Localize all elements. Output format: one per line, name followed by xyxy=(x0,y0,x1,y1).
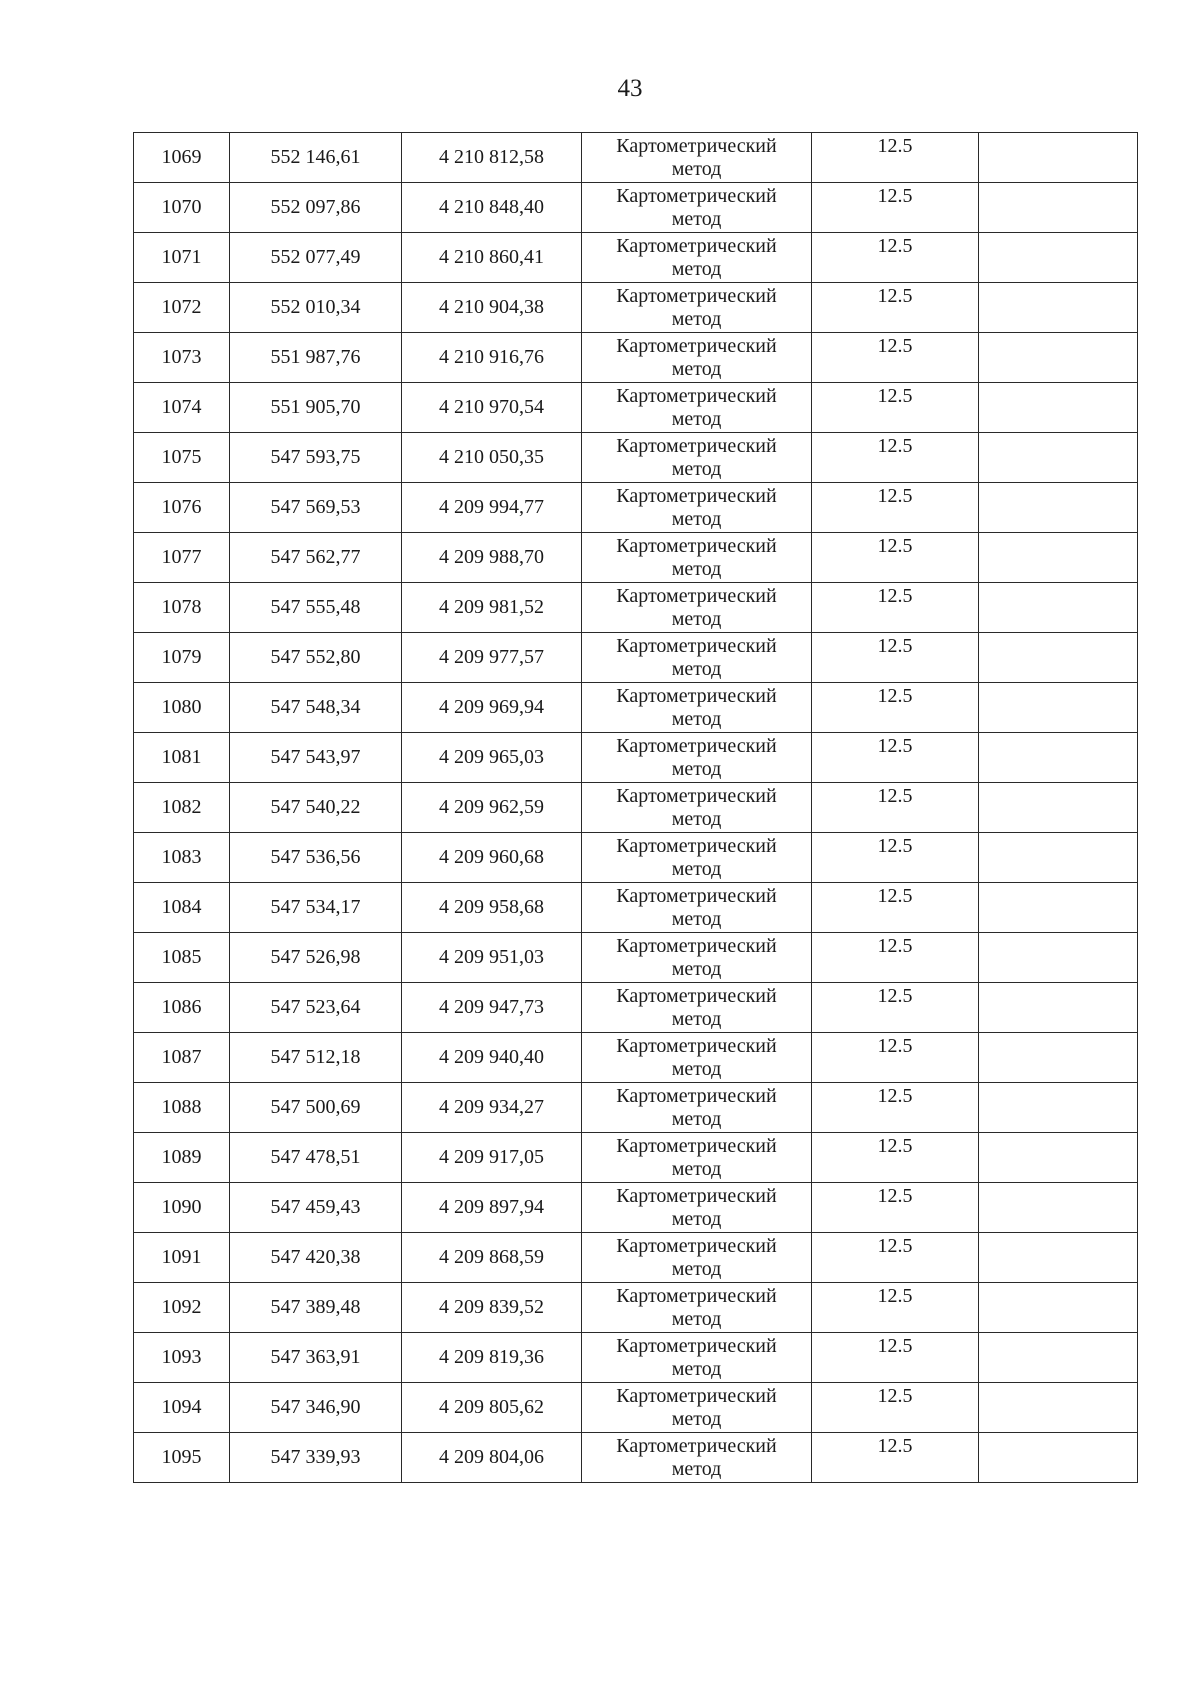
point-number-cell: 1078 xyxy=(134,583,230,633)
note-cell xyxy=(979,1383,1138,1433)
note-cell xyxy=(979,1283,1138,1333)
method-cell xyxy=(582,483,812,533)
accuracy-cell: 12.5 xyxy=(812,1283,979,1333)
method-line-2: метод xyxy=(671,1308,722,1330)
accuracy-cell: 12.5 xyxy=(812,333,979,383)
accuracy-cell: 12.5 xyxy=(812,1383,979,1433)
method-line-1: Картометрический xyxy=(616,535,777,557)
method-line-2: метод xyxy=(671,258,722,280)
accuracy-cell: 12.5 xyxy=(812,883,979,933)
method-line-1: Картометрический xyxy=(616,985,777,1007)
accuracy-cell: 12.5 xyxy=(812,1233,979,1283)
method-line-1: Картометрический xyxy=(616,935,777,957)
table-row xyxy=(134,333,1138,383)
method-cell xyxy=(582,683,812,733)
y-coordinate-cell: 4 209 947,73 xyxy=(402,983,582,1033)
table-row xyxy=(134,1183,1138,1233)
method-cell xyxy=(582,733,812,783)
method-cell xyxy=(582,1133,812,1183)
accuracy-cell: 12.5 xyxy=(812,133,979,183)
accuracy-cell: 12.5 xyxy=(812,583,979,633)
method-line-2: метод xyxy=(671,158,722,180)
method-cell xyxy=(582,183,812,233)
point-number-cell: 1092 xyxy=(134,1283,230,1333)
point-number-cell: 1071 xyxy=(134,233,230,283)
x-coordinate-cell: 547 478,51 xyxy=(230,1133,402,1183)
note-cell xyxy=(979,933,1138,983)
method-line-2: метод xyxy=(671,1458,722,1480)
point-number-cell: 1093 xyxy=(134,1333,230,1383)
note-cell xyxy=(979,133,1138,183)
point-number-cell: 1085 xyxy=(134,933,230,983)
note-cell xyxy=(979,433,1138,483)
y-coordinate-cell: 4 209 994,77 xyxy=(402,483,582,533)
x-coordinate-cell: 547 536,56 xyxy=(230,833,402,883)
x-coordinate-cell: 547 459,43 xyxy=(230,1183,402,1233)
x-coordinate-cell: 551 905,70 xyxy=(230,383,402,433)
method-cell xyxy=(582,583,812,633)
note-cell xyxy=(979,233,1138,283)
x-coordinate-cell: 547 512,18 xyxy=(230,1033,402,1083)
accuracy-cell: 12.5 xyxy=(812,683,979,733)
note-cell xyxy=(979,1133,1138,1183)
method-cell xyxy=(582,533,812,583)
method-cell xyxy=(582,1333,812,1383)
note-cell xyxy=(979,783,1138,833)
accuracy-cell: 12.5 xyxy=(812,1133,979,1183)
x-coordinate-cell: 547 534,17 xyxy=(230,883,402,933)
method-cell xyxy=(582,1233,812,1283)
table-row xyxy=(134,483,1138,533)
point-number-cell: 1094 xyxy=(134,1383,230,1433)
x-coordinate-cell: 547 552,80 xyxy=(230,633,402,683)
x-coordinate-cell: 547 420,38 xyxy=(230,1233,402,1283)
y-coordinate-cell: 4 209 819,36 xyxy=(402,1333,582,1383)
table-row xyxy=(134,783,1138,833)
method-line-1: Картометрический xyxy=(616,1085,777,1107)
y-coordinate-cell: 4 209 977,57 xyxy=(402,633,582,683)
x-coordinate-cell: 547 593,75 xyxy=(230,433,402,483)
method-line-2: метод xyxy=(671,508,722,530)
table-row xyxy=(134,833,1138,883)
method-line-1: Картометрический xyxy=(616,885,777,907)
table-row xyxy=(134,433,1138,483)
method-line-2: метод xyxy=(671,1358,722,1380)
point-number-cell: 1084 xyxy=(134,883,230,933)
method-cell xyxy=(582,933,812,983)
method-line-2: метод xyxy=(671,458,722,480)
table-row xyxy=(134,1383,1138,1433)
method-line-2: метод xyxy=(671,1108,722,1130)
method-line-1: Картометрический xyxy=(616,185,777,207)
method-line-1: Картометрический xyxy=(616,1335,777,1357)
method-line-2: метод xyxy=(671,1158,722,1180)
accuracy-cell: 12.5 xyxy=(812,1433,979,1483)
note-cell xyxy=(979,683,1138,733)
point-number-cell: 1076 xyxy=(134,483,230,533)
method-line-2: метод xyxy=(671,1408,722,1430)
note-cell xyxy=(979,1233,1138,1283)
point-number-cell: 1087 xyxy=(134,1033,230,1083)
point-number-cell: 1077 xyxy=(134,533,230,583)
point-number-cell: 1075 xyxy=(134,433,230,483)
method-line-2: метод xyxy=(671,308,722,330)
method-line-1: Картометрический xyxy=(616,385,777,407)
point-number-cell: 1095 xyxy=(134,1433,230,1483)
point-number-cell: 1069 xyxy=(134,133,230,183)
note-cell xyxy=(979,583,1138,633)
y-coordinate-cell: 4 209 868,59 xyxy=(402,1233,582,1283)
y-coordinate-cell: 4 209 958,68 xyxy=(402,883,582,933)
method-line-1: Картометрический xyxy=(616,135,777,157)
accuracy-cell: 12.5 xyxy=(812,1033,979,1083)
x-coordinate-cell: 547 540,22 xyxy=(230,783,402,833)
method-line-2: метод xyxy=(671,1008,722,1030)
method-cell xyxy=(582,1083,812,1133)
coordinates-table xyxy=(133,132,1138,1483)
y-coordinate-cell: 4 209 988,70 xyxy=(402,533,582,583)
y-coordinate-cell: 4 209 897,94 xyxy=(402,1183,582,1233)
accuracy-cell: 12.5 xyxy=(812,1083,979,1133)
x-coordinate-cell: 547 526,98 xyxy=(230,933,402,983)
note-cell xyxy=(979,883,1138,933)
table-row xyxy=(134,133,1138,183)
method-cell xyxy=(582,433,812,483)
method-line-1: Картометрический xyxy=(616,435,777,457)
accuracy-cell: 12.5 xyxy=(812,433,979,483)
y-coordinate-cell: 4 210 970,54 xyxy=(402,383,582,433)
method-line-1: Картометрический xyxy=(616,485,777,507)
accuracy-cell: 12.5 xyxy=(812,283,979,333)
y-coordinate-cell: 4 210 812,58 xyxy=(402,133,582,183)
method-line-2: метод xyxy=(671,1208,722,1230)
table-row xyxy=(134,283,1138,333)
y-coordinate-cell: 4 209 951,03 xyxy=(402,933,582,983)
table-row xyxy=(134,933,1138,983)
note-cell xyxy=(979,333,1138,383)
point-number-cell: 1083 xyxy=(134,833,230,883)
method-cell xyxy=(582,1433,812,1483)
method-line-1: Картометрический xyxy=(616,1435,777,1457)
point-number-cell: 1073 xyxy=(134,333,230,383)
table-row xyxy=(134,683,1138,733)
point-number-cell: 1080 xyxy=(134,683,230,733)
method-line-1: Картометрический xyxy=(616,1135,777,1157)
method-line-2: метод xyxy=(671,358,722,380)
note-cell xyxy=(979,983,1138,1033)
method-cell xyxy=(582,633,812,683)
y-coordinate-cell: 4 209 969,94 xyxy=(402,683,582,733)
note-cell xyxy=(979,1033,1138,1083)
table-row xyxy=(134,583,1138,633)
method-line-2: метод xyxy=(671,958,722,980)
x-coordinate-cell: 547 555,48 xyxy=(230,583,402,633)
x-coordinate-cell: 547 562,77 xyxy=(230,533,402,583)
x-coordinate-cell: 547 569,53 xyxy=(230,483,402,533)
note-cell xyxy=(979,833,1138,883)
method-line-2: метод xyxy=(671,808,722,830)
note-cell xyxy=(979,1083,1138,1133)
y-coordinate-cell: 4 210 050,35 xyxy=(402,433,582,483)
point-number-cell: 1070 xyxy=(134,183,230,233)
method-line-2: метод xyxy=(671,908,722,930)
method-line-1: Картометрический xyxy=(616,735,777,757)
accuracy-cell: 12.5 xyxy=(812,1183,979,1233)
note-cell xyxy=(979,383,1138,433)
note-cell xyxy=(979,733,1138,783)
method-line-2: метод xyxy=(671,208,722,230)
point-number-cell: 1072 xyxy=(134,283,230,333)
method-line-1: Картометрический xyxy=(616,835,777,857)
coordinates-table-body xyxy=(134,133,1138,1483)
method-line-2: метод xyxy=(671,558,722,580)
table-row xyxy=(134,1133,1138,1183)
table-row xyxy=(134,1083,1138,1133)
accuracy-cell: 12.5 xyxy=(812,983,979,1033)
table-row xyxy=(134,1033,1138,1083)
x-coordinate-cell: 551 987,76 xyxy=(230,333,402,383)
method-line-1: Картометрический xyxy=(616,585,777,607)
accuracy-cell: 12.5 xyxy=(812,233,979,283)
accuracy-cell: 12.5 xyxy=(812,733,979,783)
x-coordinate-cell: 547 543,97 xyxy=(230,733,402,783)
method-line-1: Картометрический xyxy=(616,1285,777,1307)
point-number-cell: 1081 xyxy=(134,733,230,783)
x-coordinate-cell: 547 500,69 xyxy=(230,1083,402,1133)
x-coordinate-cell: 547 346,90 xyxy=(230,1383,402,1433)
method-line-2: метод xyxy=(671,858,722,880)
x-coordinate-cell: 552 077,49 xyxy=(230,233,402,283)
point-number-cell: 1091 xyxy=(134,1233,230,1283)
method-cell xyxy=(582,833,812,883)
accuracy-cell: 12.5 xyxy=(812,833,979,883)
table-row xyxy=(134,1283,1138,1333)
x-coordinate-cell: 547 339,93 xyxy=(230,1433,402,1483)
table-row xyxy=(134,1333,1138,1383)
page-number: 43 xyxy=(617,75,643,102)
table-row xyxy=(134,983,1138,1033)
y-coordinate-cell: 4 209 934,27 xyxy=(402,1083,582,1133)
table-row xyxy=(134,633,1138,683)
y-coordinate-cell: 4 209 960,68 xyxy=(402,833,582,883)
method-line-1: Картометрический xyxy=(616,635,777,657)
y-coordinate-cell: 4 210 916,76 xyxy=(402,333,582,383)
note-cell xyxy=(979,633,1138,683)
table-row xyxy=(134,733,1138,783)
note-cell xyxy=(979,483,1138,533)
y-coordinate-cell: 4 209 962,59 xyxy=(402,783,582,833)
accuracy-cell: 12.5 xyxy=(812,1333,979,1383)
x-coordinate-cell: 552 146,61 xyxy=(230,133,402,183)
method-cell xyxy=(582,233,812,283)
accuracy-cell: 12.5 xyxy=(812,533,979,583)
method-line-2: метод xyxy=(671,758,722,780)
table-row xyxy=(134,1433,1138,1483)
table-row xyxy=(134,383,1138,433)
method-line-1: Картометрический xyxy=(616,285,777,307)
method-cell xyxy=(582,1383,812,1433)
y-coordinate-cell: 4 209 805,62 xyxy=(402,1383,582,1433)
y-coordinate-cell: 4 210 860,41 xyxy=(402,233,582,283)
method-line-1: Картометрический xyxy=(616,785,777,807)
note-cell xyxy=(979,1183,1138,1233)
point-number-cell: 1088 xyxy=(134,1083,230,1133)
note-cell xyxy=(979,1433,1138,1483)
method-cell xyxy=(582,383,812,433)
method-line-1: Картометрический xyxy=(616,1185,777,1207)
method-line-2: метод xyxy=(671,708,722,730)
y-coordinate-cell: 4 209 839,52 xyxy=(402,1283,582,1333)
point-number-cell: 1086 xyxy=(134,983,230,1033)
note-cell xyxy=(979,1333,1138,1383)
method-line-1: Картометрический xyxy=(616,335,777,357)
accuracy-cell: 12.5 xyxy=(812,783,979,833)
accuracy-cell: 12.5 xyxy=(812,483,979,533)
method-cell xyxy=(582,883,812,933)
method-line-1: Картометрический xyxy=(616,685,777,707)
y-coordinate-cell: 4 210 848,40 xyxy=(402,183,582,233)
method-cell xyxy=(582,283,812,333)
y-coordinate-cell: 4 209 917,05 xyxy=(402,1133,582,1183)
x-coordinate-cell: 547 389,48 xyxy=(230,1283,402,1333)
x-coordinate-cell: 547 523,64 xyxy=(230,983,402,1033)
method-line-2: метод xyxy=(671,608,722,630)
method-line-1: Картометрический xyxy=(616,1035,777,1057)
method-cell xyxy=(582,1183,812,1233)
accuracy-cell: 12.5 xyxy=(812,383,979,433)
note-cell xyxy=(979,183,1138,233)
point-number-cell: 1074 xyxy=(134,383,230,433)
table-row xyxy=(134,883,1138,933)
accuracy-cell: 12.5 xyxy=(812,633,979,683)
table-row xyxy=(134,533,1138,583)
y-coordinate-cell: 4 209 965,03 xyxy=(402,733,582,783)
table-row xyxy=(134,233,1138,283)
note-cell xyxy=(979,533,1138,583)
method-cell xyxy=(582,333,812,383)
note-cell xyxy=(979,283,1138,333)
method-line-2: метод xyxy=(671,1058,722,1080)
point-number-cell: 1079 xyxy=(134,633,230,683)
accuracy-cell: 12.5 xyxy=(812,933,979,983)
point-number-cell: 1082 xyxy=(134,783,230,833)
x-coordinate-cell: 552 010,34 xyxy=(230,283,402,333)
y-coordinate-cell: 4 209 981,52 xyxy=(402,583,582,633)
method-cell xyxy=(582,1033,812,1083)
method-line-2: метод xyxy=(671,658,722,680)
method-cell xyxy=(582,133,812,183)
method-cell xyxy=(582,783,812,833)
method-line-2: метод xyxy=(671,408,722,430)
method-cell xyxy=(582,1283,812,1333)
x-coordinate-cell: 552 097,86 xyxy=(230,183,402,233)
point-number-cell: 1089 xyxy=(134,1133,230,1183)
y-coordinate-cell: 4 210 904,38 xyxy=(402,283,582,333)
method-line-1: Картометрический xyxy=(616,235,777,257)
point-number-cell: 1090 xyxy=(134,1183,230,1233)
x-coordinate-cell: 547 363,91 xyxy=(230,1333,402,1383)
method-line-2: метод xyxy=(671,1258,722,1280)
table-row xyxy=(134,1233,1138,1283)
y-coordinate-cell: 4 209 804,06 xyxy=(402,1433,582,1483)
accuracy-cell: 12.5 xyxy=(812,183,979,233)
x-coordinate-cell: 547 548,34 xyxy=(230,683,402,733)
method-line-1: Картометрический xyxy=(616,1235,777,1257)
method-line-1: Картометрический xyxy=(616,1385,777,1407)
y-coordinate-cell: 4 209 940,40 xyxy=(402,1033,582,1083)
table-row xyxy=(134,183,1138,233)
method-cell xyxy=(582,983,812,1033)
